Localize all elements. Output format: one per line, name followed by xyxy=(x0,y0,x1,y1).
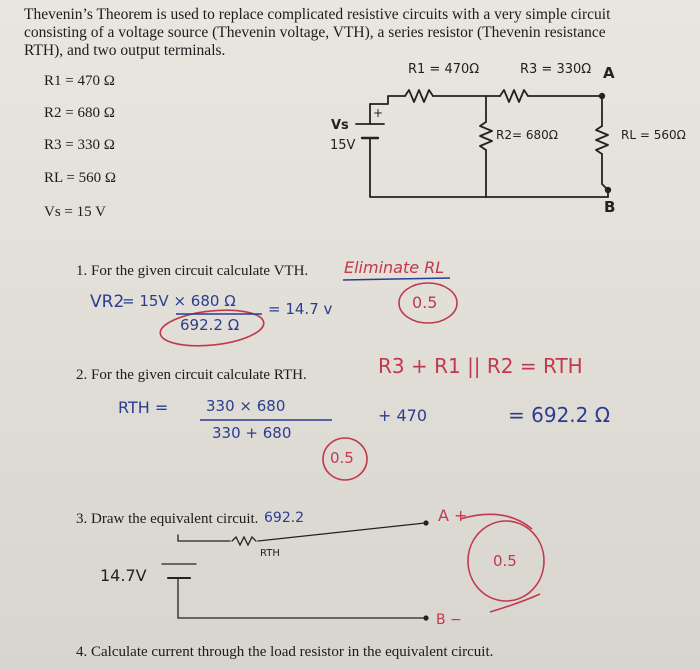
battery-plus: + xyxy=(373,106,384,120)
r1-zigzag xyxy=(405,90,433,102)
node-a-label: A xyxy=(603,64,615,82)
q1-eliminate-note: Eliminate RL xyxy=(344,258,445,277)
eq-node-a-dot xyxy=(423,520,428,525)
intro-line-2: consisting of a voltage source (Thevenin voltage, VTH), a series resistor (Thevenin resistance xyxy=(24,24,606,41)
q3-rth-label: RTH xyxy=(260,548,280,559)
q3-node-a: A + xyxy=(438,506,468,525)
q3-source-label: 14.7V xyxy=(100,566,147,585)
r2-zigzag xyxy=(480,122,492,150)
q1-lhs: VR2 xyxy=(90,292,125,312)
intro-line-3: RTH), and two output terminals. xyxy=(24,42,226,59)
rl-label: RL = 560Ω xyxy=(621,128,686,142)
q2-score: 0.5 xyxy=(330,449,354,467)
q2-lhs: RTH = xyxy=(118,398,169,417)
question-3: 3. Draw the equivalent circuit. xyxy=(76,511,259,527)
q1-denominator: 692.2 Ω xyxy=(180,316,240,334)
q1-numerator: = 15V × 680 Ω xyxy=(122,292,236,310)
rl-zigzag xyxy=(596,126,608,154)
q2-numerator: 330 × 680 xyxy=(206,397,286,415)
q2-denominator: 330 + 680 xyxy=(212,424,292,442)
q1-score: 0.5 xyxy=(412,293,438,312)
node-b-label: B xyxy=(604,198,616,216)
r1-label: R1 = 470Ω xyxy=(408,62,480,77)
q2-result: = 692.2 Ω xyxy=(508,403,611,427)
r2-label: R2= 680Ω xyxy=(496,128,558,142)
given-r2: R2 = 680 Ω xyxy=(44,105,115,121)
r3-label: R3 = 330Ω xyxy=(520,62,592,77)
q2-formula: R3 + R1 || R2 = RTH xyxy=(378,354,583,378)
question-2: 2. For the given circuit calculate RTH. xyxy=(76,367,307,383)
node-a-dot xyxy=(599,93,605,99)
intro-line-1: Thevenin’s Theorem is used to replace complicated resistive circuits with a very simple circuit xyxy=(24,6,611,23)
q3-resistor-value: 692.2 xyxy=(264,510,305,526)
vs-value: 15V xyxy=(330,138,356,153)
q3-score: 0.5 xyxy=(493,552,517,570)
q2-plus: + 470 xyxy=(378,406,428,425)
given-rl: RL = 560 Ω xyxy=(44,170,116,186)
top-wire xyxy=(370,96,405,104)
eliminate-underline xyxy=(343,278,450,280)
r3-zigzag xyxy=(500,90,528,102)
eq-node-b-dot xyxy=(423,615,428,620)
question-4: 4. Calculate current through the load resistor in the equivalent circuit. xyxy=(76,644,494,660)
eq-top-wire xyxy=(178,535,230,541)
given-r1: R1 = 470 Ω xyxy=(44,73,115,89)
given-r3: R3 = 330 Ω xyxy=(44,137,115,153)
vs-label: Vs xyxy=(331,118,349,133)
question-1: 1. For the given circuit calculate VTH. xyxy=(76,263,309,279)
given-vs: Vs = 15 V xyxy=(44,204,106,220)
eq-rth-zigzag xyxy=(232,537,256,545)
node-b-dot xyxy=(605,187,611,193)
q1-result: = 14.7 v xyxy=(268,300,333,318)
q3-node-b: B − xyxy=(436,612,462,628)
